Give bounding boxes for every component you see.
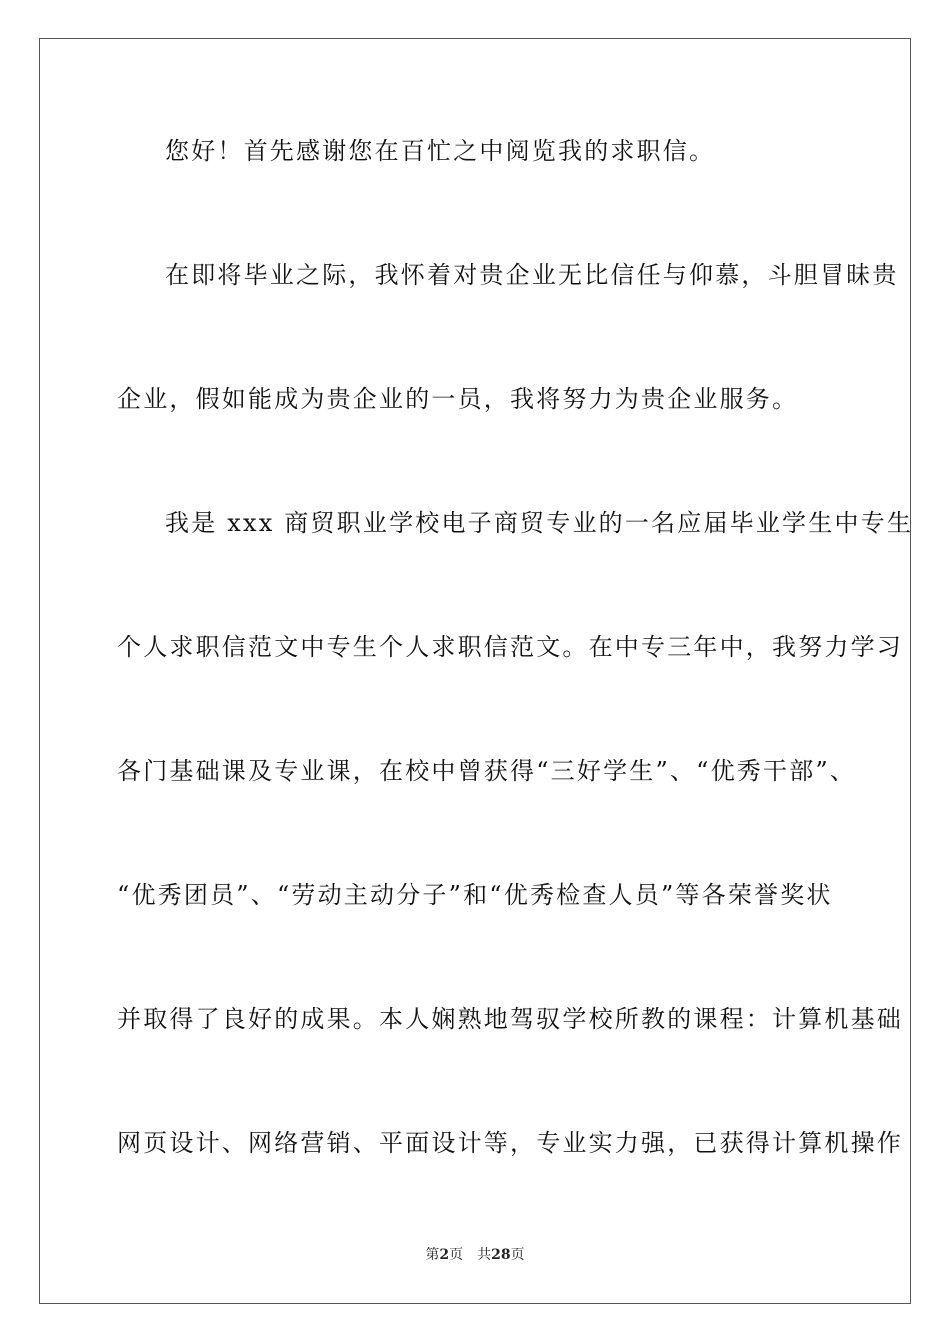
- page-frame: [39, 38, 914, 1304]
- body-line-7: “优秀团员”、“劳动主动分子”和“优秀检查人员”等各荣誉奖状: [117, 881, 833, 909]
- footer-page-current: 2: [439, 1247, 450, 1263]
- footer-page-prefix: 第: [425, 1247, 440, 1263]
- body-line-2: 在即将毕业之际，我怀着对贵企业无比信任与仰慕，斗胆冒昧贵: [165, 261, 899, 289]
- footer-total-suffix: 页: [510, 1247, 525, 1263]
- body-line-1: 您好！首先感谢您在百忙之中阅览我的求职信。: [165, 137, 716, 165]
- body-line-6: 各门基础课及专业课，在校中曾获得“三好学生”、“优秀干部”、: [117, 757, 857, 785]
- body-line-8: 并取得了良好的成果。本人娴熟地驾驭学校所教的课程：计算机基础: [117, 1005, 903, 1033]
- footer-page-suffix: 页: [449, 1247, 464, 1263]
- body-line-9: 网页设计、网络营销、平面设计等，专业实力强，已获得计算机操作: [117, 1129, 903, 1157]
- body-line-4: 我是 xxx 商贸职业学校电子商贸专业的一名应届毕业学生中专生: [165, 509, 914, 537]
- body-line-5: 个人求职信范文中专生个人求职信范文。在中专三年中，我努力学习: [117, 633, 903, 661]
- page-footer: [0, 1246, 950, 1264]
- footer-total-prefix: 共: [477, 1247, 492, 1263]
- footer-page-total: 28: [491, 1247, 511, 1263]
- body-line-3: 企业，假如能成为贵企业的一员，我将努力为贵企业服务。: [117, 385, 799, 413]
